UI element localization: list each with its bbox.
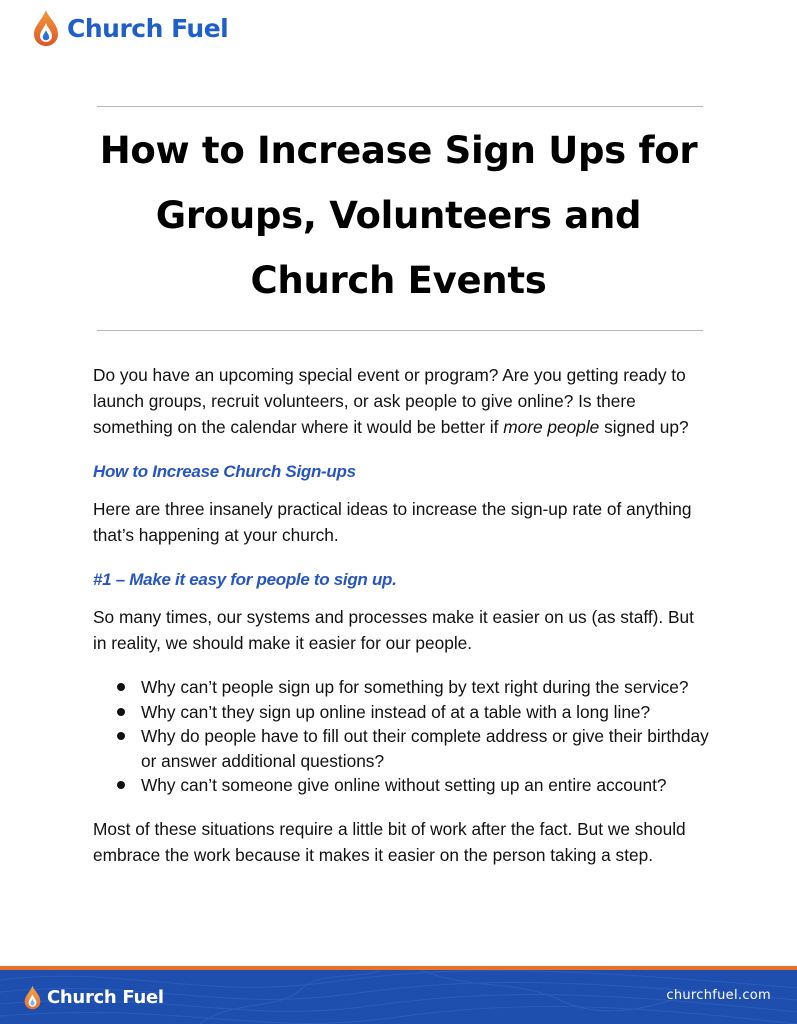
document-title	[60, 118, 737, 313]
title-line-1: How to Increase Sign Ups for	[99, 129, 698, 172]
intro-emphasis: more people	[503, 417, 600, 437]
header-logo[interactable]	[33, 8, 228, 48]
ideas-paragraph: Here are three insanely practical ideas to increase the sign-up rate of anything that’s happening at your church.	[93, 499, 692, 545]
title-line-3: Church Events	[250, 259, 547, 302]
section-heading-easy-signup: #1 – Make it easy for people to sign up.	[93, 570, 397, 589]
list-item	[117, 724, 711, 773]
list-item-text: Why can’t someone give online without setting up an entire account?	[141, 775, 667, 795]
list-item	[117, 773, 711, 798]
brand-name: Church Fuel	[67, 13, 229, 43]
bullet-icon	[117, 732, 125, 740]
list-item-text: Why do people have to fill out their complete address or give their birthday or answer additional questions?	[141, 726, 709, 771]
page-footer	[0, 966, 797, 1024]
section-heading-signups: How to Increase Church Sign-ups	[93, 462, 356, 481]
list-item-text: Why can’t they sign up online instead of at a table with a long line?	[141, 701, 651, 722]
footer-brand-name: Church Fuel	[47, 986, 164, 1008]
systems-paragraph: So many times, our systems and processes make it easier on us (as staff). But in reality, we should make it easier for our people.	[93, 607, 694, 653]
intro-paragraph	[93, 362, 711, 440]
flame-drop-icon	[33, 9, 59, 47]
title-divider-bottom	[97, 330, 703, 331]
list-item	[117, 700, 711, 725]
list-item	[117, 675, 711, 700]
closing-paragraph: Most of these situations require a little bit of work after the fact. But we should embrace the work because it makes it easier on the person taking a step.	[93, 818, 686, 865]
flame-drop-icon	[24, 985, 41, 1010]
intro-text-start: Do you have an upcoming special event or program? Are you getting ready to launch groups, recruit volunteers, or ask people to give online? Is there something on the calendar where it would be better if	[93, 365, 686, 437]
footer-logo[interactable]	[24, 982, 164, 1012]
bullet-icon	[117, 683, 125, 691]
bullet-icon	[117, 781, 125, 789]
title-divider-top	[97, 106, 703, 107]
question-list	[93, 675, 711, 798]
bullet-icon	[117, 708, 125, 716]
title-line-2: Groups, Volunteers and	[155, 194, 642, 237]
intro-text-end: signed up?	[599, 417, 689, 437]
document-body	[93, 362, 711, 868]
footer-website-link[interactable]: churchfuel.com	[666, 988, 771, 1003]
list-item-text: Why can’t people sign up for something by text right during the service?	[141, 677, 689, 697]
